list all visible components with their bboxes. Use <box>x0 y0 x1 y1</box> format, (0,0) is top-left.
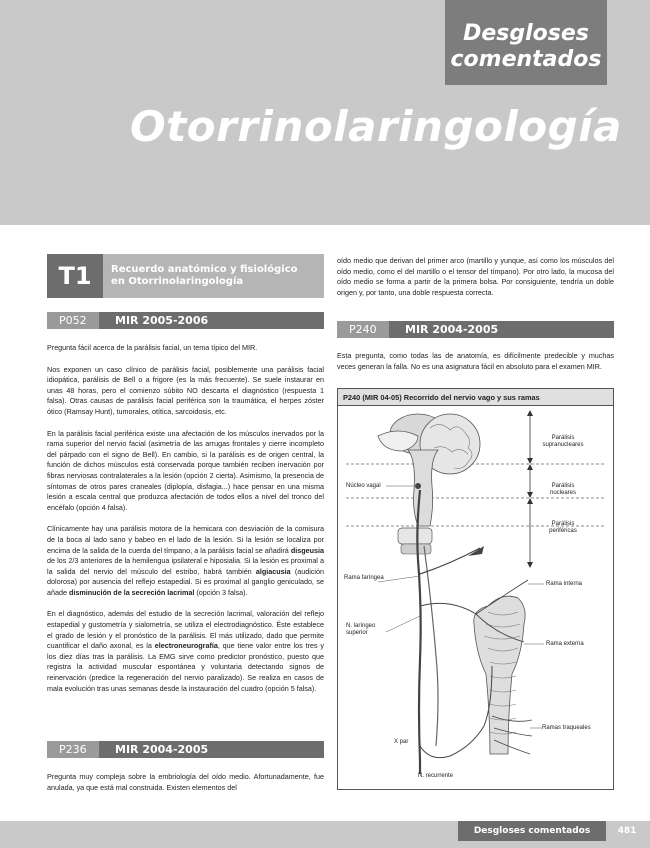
section-year: MIR 2004-2005 <box>115 743 209 756</box>
topic-title <box>111 264 298 288</box>
paragraph: En la parálisis facial periférica existe una afectación de los músculos inervados por la rama superior del nervio facial (asimetría de las arrugas frontales y cierre incompleto del párpado con el signo de Bell). En cambio, si la parálisis es de origen central, la función de dichos músculos está conservada porque también reciben inervación por fibras nerviosas contralaterales a la lesión (opción 2 cierta). Asimismo, la presencia de síntomas de otros pares craneales (diplopía, disfagia...) hace pensar en una misma lesión a escala central que produzca afectación de todos ellos a nivel del tronco del encéfalo (opción 4 falsa). <box>47 428 324 512</box>
right-column-text-1 <box>337 256 614 298</box>
left-column-text-2 <box>47 772 324 793</box>
topic-title-line1: Recuerdo anatómico y fisiológico <box>111 264 298 275</box>
bold-term: disgeusia <box>290 545 324 555</box>
paragraph <box>47 609 324 694</box>
section-bar-p052 <box>47 312 324 329</box>
bold-term: electroneurografía <box>154 641 218 651</box>
figure-title: P240 (MIR 04-05) Recorrido del nervio vago y sus ramas <box>338 389 613 406</box>
text-run: Clínicamente hay una parálisis motora de la hemicara con desviación de la comisura de la boca al lado sano y babeo en el lado de la lesión. Si la lesión se localiza por encima de la salida de la cuerda del tímpano, a la parálisis facial se añadirá <box>47 524 324 555</box>
topic-heading <box>47 254 324 298</box>
paragraph: Nos exponen un caso clínico de parálisis facial, posiblemente una parálisis facial idiopática, parálisis de Bell o a frigore (es la más frecuente). Se suele instaurar en unas 48 horas, pero el comienzo súbito NO descarta el diagnóstico (respuesta 1 falsa). Otras causas de parálisis facial periférica son la traumática, el herpes zóster ótico (Ramsay Hunt), tumorales, otítica, sarcoidosis, etc. <box>47 364 324 416</box>
text-run: (opción 3 falsa). <box>194 587 248 597</box>
section-code: P240 <box>337 321 389 338</box>
left-column-text-1 <box>47 343 324 694</box>
text-run: de los 2/3 anteriores de la hemilengua ipsilateral e hiposialia. Si la lesión es proximal a la salida del nervio del músculo del estribo, habrá también <box>47 556 324 576</box>
text-run: En el diagnóstico, además del estudio de la secreción lacrimal, valoración del reflejo estapedial y gustometría y sialometría, se utiliza el electrodiagnóstico. Éste establece el grado de lesión y el pronóstico de la parálisis. El más utilizado, dado que permite cuantificar el daño axonal, es la <box>47 609 324 651</box>
label-x-pair: X par <box>394 739 409 745</box>
desgloses-badge <box>445 0 607 85</box>
paragraph: Esta pregunta, como todas las de anatomía, es difícilmente predecible y muchas veces generan la falla. No es una asignatura fácil en absoluto para el examen MIR. <box>337 351 614 371</box>
section-code: P236 <box>47 741 99 758</box>
page-header <box>0 0 650 225</box>
page-title: Otorrinolaringología <box>130 102 622 151</box>
text-run: , que tiene valor entre los tres y los diez días tras la parálisis. La EMG sirve como predictor pronóstico, puesto que registra la actividad muscular espontánea y voluntaria detectando signos de reinervación (predice la regeneración del nervio paralizado). Se realiza en casos de mala evolución tras unas semanas desde la instauración del cuadro (opción 5 falsa). <box>47 641 325 693</box>
paragraph: Pregunta fácil acerca de la parálisis facial, un tema típico del MIR. <box>47 343 258 352</box>
desgloses-badge-line2: comentados <box>450 47 602 72</box>
page-number: 481 <box>617 826 637 836</box>
label-supranuclear: Parálisis supranucleares <box>542 435 584 448</box>
topic-number: T1 <box>47 254 103 298</box>
label-vagal-nucleus: Núcleo vagal <box>346 483 381 489</box>
label-external-branch: Rama externa <box>546 641 584 647</box>
vagus-nerve-figure <box>337 388 614 790</box>
label-peripheral: Parálisis periféricas <box>549 521 577 534</box>
section-code: P052 <box>47 312 99 329</box>
paragraph: Pregunta muy compleja sobre la embriología del oído medio. Afortunadamente, fue anulada, ya que está mal construida. Existen elementos del <box>47 772 324 792</box>
bold-term: algiacusia <box>255 566 291 576</box>
desgloses-badge-line1: Desgloses <box>463 21 589 46</box>
topic-title-line2: en Otorrinolaringología <box>111 276 244 287</box>
section-bar-p236 <box>47 741 324 758</box>
section-bar-p240 <box>337 321 614 338</box>
label-pharyngeal-branch: Rama faríngea <box>344 575 384 581</box>
bold-term: disminución de la secreción lacrimal <box>68 587 195 597</box>
footer-label: Desgloses comentados <box>458 821 606 841</box>
text-run: (audición dolorosa) por ausencia del reflejo estapedial. Si es proximal al ganglio geniculado, se añade <box>47 566 324 597</box>
section-year: MIR 2005-2006 <box>115 314 209 327</box>
section-year: MIR 2004-2005 <box>405 323 499 336</box>
right-column-text-2 <box>337 351 614 372</box>
label-tracheal-branches: Ramas traqueales <box>542 725 591 731</box>
label-recurrent-nerve: N. recurrente <box>418 773 454 779</box>
label-nuclear: Parálisis nucleares <box>549 483 576 496</box>
label-superior-laryngeal: N. laríngeo superior <box>346 623 376 636</box>
paragraph <box>47 524 324 598</box>
label-internal-branch: Rama interna <box>546 581 583 587</box>
paragraph: oído medio que derivan del primer arco (martillo y yunque, así como los músculos del oído medio, como el del martillo o el tensor del tímpano). Por otro lado, la mucosa del oído medio se forma a partir de la primera bolsa. Por consiguiente, tendría un doble origen y, por tanto, una doble respuesta correcta. <box>337 256 614 297</box>
